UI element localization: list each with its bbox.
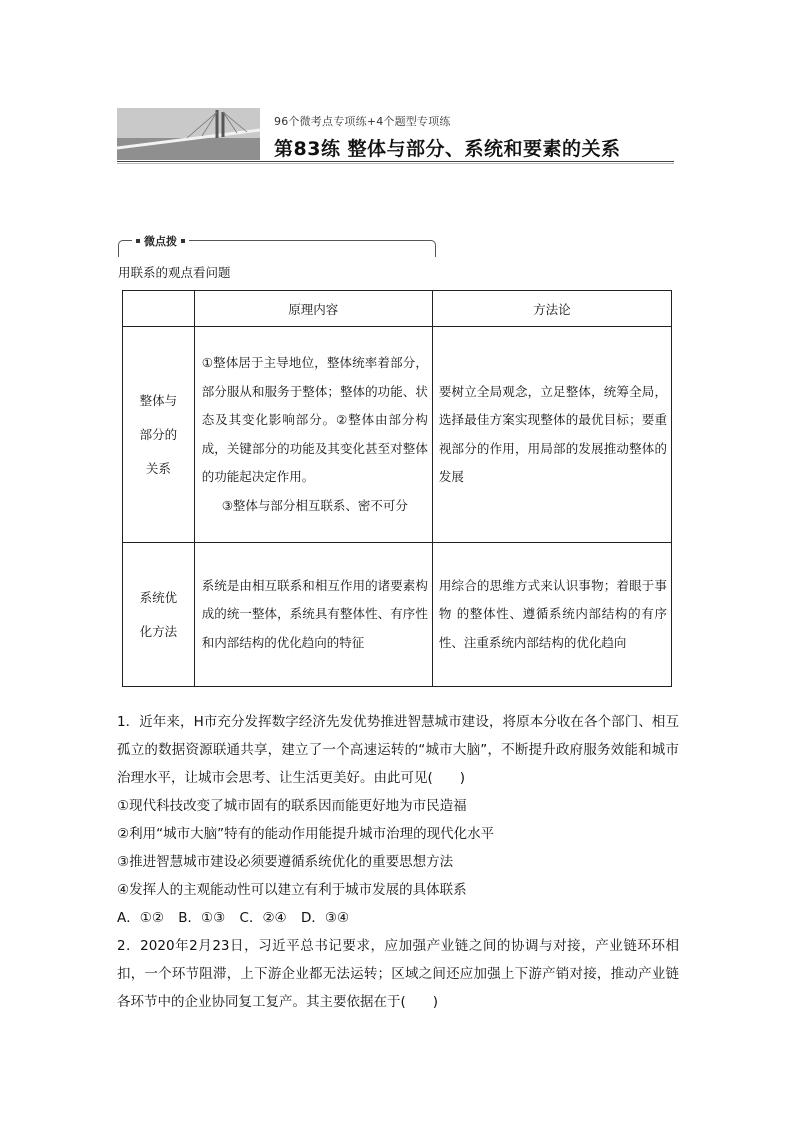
statement-item: ④发挥人的主观能动性可以建立有利于城市发展的具体联系 [117,882,467,898]
table-header-cell [123,291,195,327]
option-a: A．①② [117,910,164,926]
table-header-cell: 原理内容 [194,291,432,327]
statement-item: ②利用“城市大脑”特有的能动作用能提升城市治理的现代化水平 [117,826,495,842]
principle-table [122,290,672,687]
table-row [123,327,672,543]
option-b: B．①③ [178,910,226,926]
option-d: D．③④ [300,910,350,926]
row-name-line: 关系 [145,460,171,476]
question-stem: 1．近年来，H市充分发挥数字经济先发优势推进智慧城市建设，将原本分收在各个部门、相互孤立的数据资源联通共享，建立了一个高速运转的“城市大脑”，不断提升政府服务效能和城市治理水平，让城市会思考、让生活更美好。由此可见( ) [117,714,679,786]
row-name-line: 系统优 [139,589,178,605]
row-name-cell [123,543,195,687]
option-c: C．②④ [239,910,287,926]
method-cell: 用综合的思维方式来认识事物；着眼于事物 的整体性、遵循系统内部结构的有序性、注重系统内部结构的优化趋向 [432,543,671,687]
principle-cell [194,327,432,543]
header-bridge-image [117,108,260,160]
question-stem: 2．2020年2月23日，习近平总书记要求，应加强产业链之间的协调与对接，产业链环环相扣，一个环节阻滞，上下游企业都无法运转；区域之间还应加强上下游产销对接，推动产业链各环节中的企业协同复工复产。其主要依据在于( ) [117,938,679,1010]
header-divider-thin [117,163,674,164]
principle-cell: 系统是由相互联系和相互作用的诸要素构成的统一整体，系统具有整体性、有序性和内部结构的优化趋向的特征 [194,543,432,687]
statement-item: ①现代科技改变了城市固有的联系因而能更好地为市民造福 [117,798,467,814]
row-name-cell [123,327,195,543]
answer-options [117,904,679,932]
questions [117,708,679,1016]
method-cell: 要树立全局观念，立足整体，统筹全局，选择最佳方案实现整体的最优目标；要重视部分的作用，用局部的发展推动整体的发展 [432,327,671,543]
table-row [123,543,672,687]
page-title: 第83练 整体与部分、系统和要素的关系 [274,138,621,160]
row-name-line: 整体与 [139,392,178,408]
tip-intro: 用联系的观点看问题 [118,265,231,280]
tip-heading [132,233,189,249]
table-header-row [123,291,672,327]
table-header-cell: 方法论 [432,291,671,327]
row-name-line: 部分的 [139,426,178,442]
tip-heading-text: 微点拨 [144,235,177,248]
series-label: 96个微考点专项练+4个题型专项练 [274,115,451,128]
square-bullet-icon [136,239,140,243]
row-name-line: 化方法 [139,623,178,639]
principle-text: ①整体居于主导地位，整体统率着部分，部分服从和服务于整体；整体的功能、状态及其变化影响部分。②整体由部分构成，关键部分的功能及其变化甚至对整体的功能起决定作用。 [201,355,428,484]
bridge-icon [117,108,260,160]
principle-text-extra: ③整体与部分相互联系、密不可分 [221,497,408,513]
statement-item: ③推进智慧城市建设必须要遵循系统优化的重要思想方法 [117,854,454,870]
header-divider [117,161,674,162]
square-bullet-icon [181,239,185,243]
